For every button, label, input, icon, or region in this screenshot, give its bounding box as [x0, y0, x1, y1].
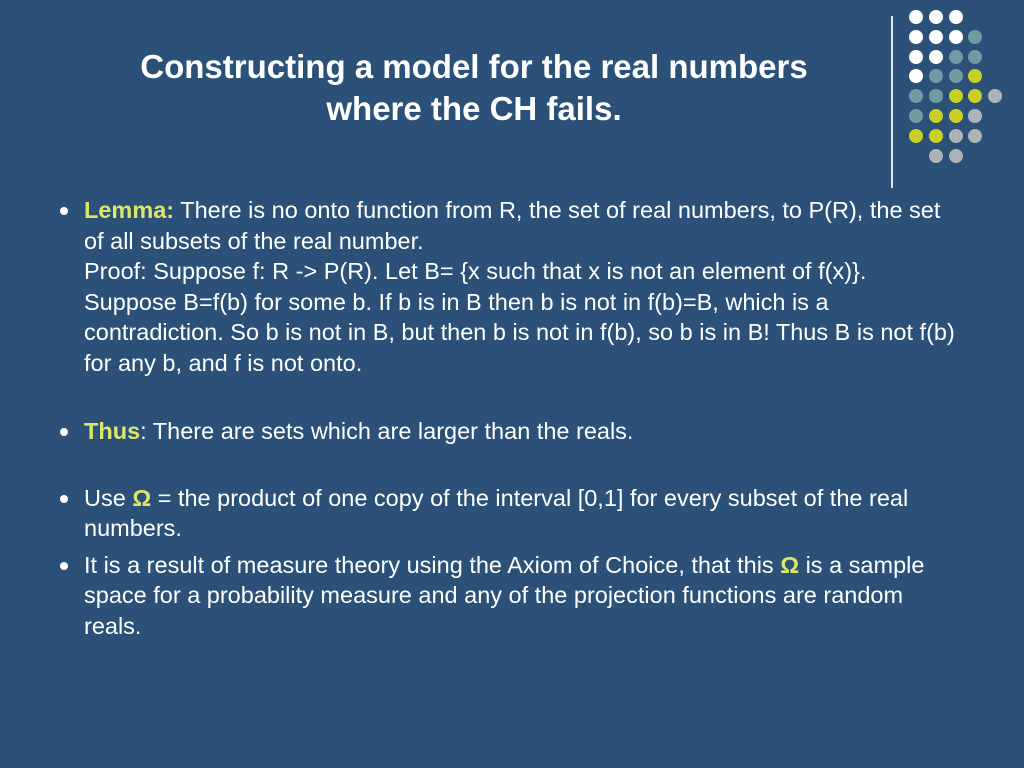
lemma-proof: Proof: Suppose f: R -> P(R). Let B= {x such that x is not an element of f(x)}. Suppose B=f(b) for some b. If b is in B then b is not in f(b)=B, which is a contradiction. So b is not in B, but then b is not in f(b), so b is in B! Thus B is not f(b) for any b, and f is not onto. [84, 258, 955, 376]
decor-dot-gray [968, 109, 982, 123]
decor-dot-yellow [968, 89, 982, 103]
use-prefix: Use [84, 484, 133, 511]
decor-dot-white [909, 30, 923, 44]
decor-dot-teal [949, 69, 963, 83]
decor-dot-white [929, 10, 943, 24]
title-line-1: Constructing a model for the real numbers [140, 48, 808, 85]
omega-symbol: Ω [132, 484, 152, 511]
bullet-use-omega [84, 483, 964, 544]
decor-dot-white [929, 50, 943, 64]
decor-dot-white [929, 30, 943, 44]
slide-title [60, 46, 888, 130]
thus-text: : There are sets which are larger than the reals. [140, 418, 634, 444]
decor-dot-white [949, 30, 963, 44]
decor-dot-white [909, 10, 923, 24]
thus-keyword: Thus [84, 418, 141, 444]
decor-dot-teal [929, 89, 943, 103]
slide-body [84, 195, 964, 641]
decor-dot-teal [909, 89, 923, 103]
decor-dot-white [949, 10, 963, 24]
decor-dot-white [909, 69, 923, 83]
decor-dot-teal [968, 30, 982, 44]
decor-dot-yellow [949, 89, 963, 103]
decor-dot-yellow [968, 69, 982, 83]
title-line-2: where the CH fails. [326, 90, 622, 127]
decor-dot-yellow [929, 129, 943, 143]
decor-dot-gray [929, 149, 943, 163]
decor-dot-white [909, 50, 923, 64]
decor-dot-gray [968, 129, 982, 143]
decor-dot-gray [949, 129, 963, 143]
decor-dot-teal [909, 109, 923, 123]
decor-dot-yellow [949, 109, 963, 123]
decor-dot-teal [929, 69, 943, 83]
decor-dot-teal [968, 50, 982, 64]
omega-symbol-2: Ω [780, 551, 800, 578]
use-text: = the product of one copy of the interval [0,1] for every subset of the real numbers. [84, 484, 909, 541]
result-text-2: is a sample space for a probability measure and any of the projection functions are random reals. [84, 551, 925, 639]
decor-dot-yellow [909, 129, 923, 143]
bullet-measure-theory [84, 550, 964, 642]
bullet-lemma [84, 195, 964, 378]
lemma-statement: There is no onto function from R, the set of real numbers, to P(R), the set of all subsets of the real number. [84, 197, 941, 254]
decor-dot-gray [988, 89, 1002, 103]
lemma-keyword: Lemma: [84, 197, 175, 223]
result-text: It is a result of measure theory using the Axiom of Choice, that this [84, 551, 781, 578]
bullet-thus [84, 416, 964, 447]
decor-dot-yellow [929, 109, 943, 123]
decor-dot-gray [949, 149, 963, 163]
decor-dot-teal [949, 50, 963, 64]
vertical-divider [891, 16, 893, 188]
